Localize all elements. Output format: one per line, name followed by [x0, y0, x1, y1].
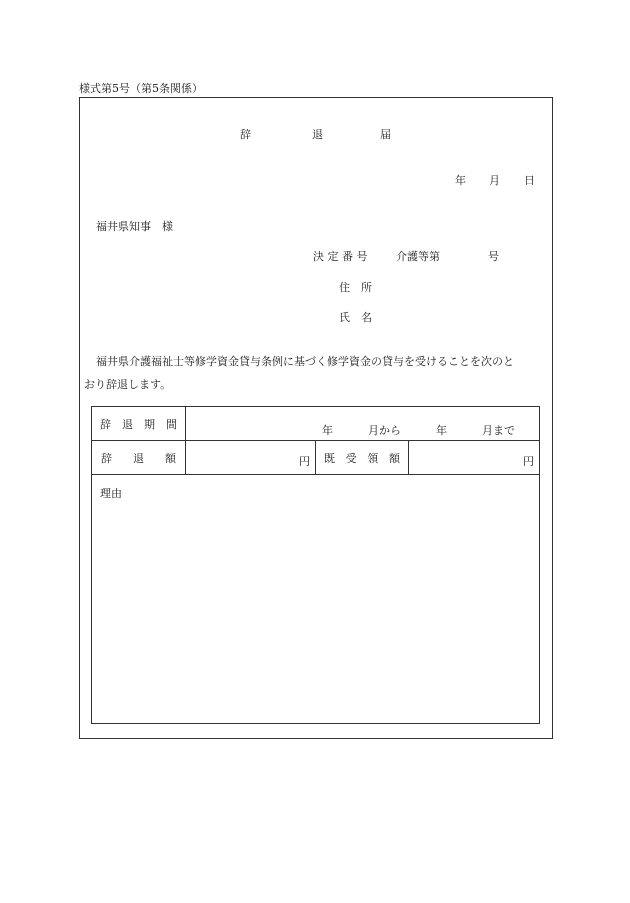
reason-label: 理由	[100, 487, 122, 500]
received-amount-unit: 円	[523, 454, 535, 468]
withdrawal-details-table	[91, 406, 540, 724]
period-to-year: 年	[436, 424, 447, 437]
title-char-3: 届	[380, 128, 391, 141]
period-value-cell[interactable]	[186, 407, 540, 441]
withdrawal-amount-unit: 円	[299, 454, 310, 468]
title-char-1: 辞	[240, 128, 251, 141]
decision-number-label: 決 定 番 号	[313, 250, 368, 263]
statement-line-1: 福井県介護福祉士等修学資金貸与条例に基づく修学資金の貸与を受けることを次のと	[96, 355, 514, 368]
period-label-cell	[92, 407, 186, 441]
reason-row	[92, 475, 540, 724]
reason-field[interactable]	[92, 475, 540, 724]
period-label-char: 辞	[100, 417, 111, 431]
amount-label-char: 額	[165, 451, 176, 465]
period-to-month: 月まで	[482, 424, 515, 437]
period-row	[92, 407, 540, 441]
title-char-2: 退	[312, 128, 323, 141]
form-number-label: 様式第5号（第5条関係）	[79, 82, 203, 95]
received-label-char: 受	[345, 451, 357, 465]
date-year: 年	[455, 174, 466, 187]
received-label-cell	[316, 441, 409, 475]
period-label-char: 期	[144, 417, 155, 431]
period-from-month: 月から	[368, 424, 401, 437]
period-from-year: 年	[322, 424, 333, 437]
address-label: 住 所	[339, 281, 372, 294]
received-label-char: 額	[388, 451, 400, 465]
received-label-char: 既	[324, 451, 335, 465]
addressee: 福井県知事 様	[96, 220, 173, 233]
amount-row	[92, 441, 540, 475]
amount-label-char: 辞	[101, 451, 112, 465]
amount-label-char: 退	[133, 451, 144, 465]
statement-line-2: おり辞退します。	[84, 378, 172, 391]
amount-label-cell	[92, 441, 186, 475]
received-amount-field[interactable]	[409, 441, 540, 475]
date-day: 日	[524, 174, 535, 187]
decision-number-prefix: 介護等第	[396, 250, 440, 263]
received-label-char: 領	[367, 451, 379, 465]
name-label: 氏 名	[339, 311, 372, 324]
decision-number-suffix: 号	[488, 250, 499, 263]
date-month: 月	[489, 174, 500, 187]
period-label-char: 間	[166, 417, 177, 431]
withdrawal-amount-field[interactable]	[186, 441, 316, 475]
period-label-char: 退	[122, 417, 133, 431]
